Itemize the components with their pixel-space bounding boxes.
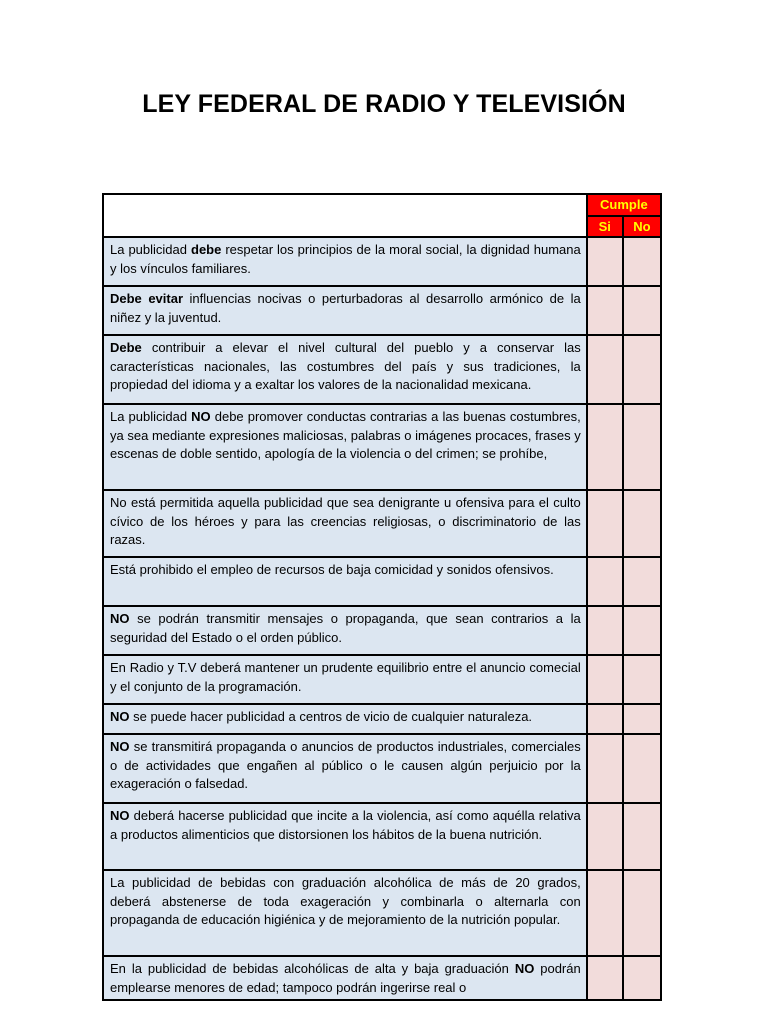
check-cell-no[interactable]	[623, 557, 661, 606]
row-description	[103, 557, 587, 606]
check-cell-no[interactable]	[623, 803, 661, 870]
check-cell-si[interactable]	[587, 803, 623, 870]
check-cell-si[interactable]	[587, 557, 623, 606]
check-cell-no[interactable]	[623, 286, 661, 335]
row-description	[103, 956, 587, 1000]
row-text: influencias nocivas o perturbadoras al desarrollo armónico de la niñez y la juventud.	[110, 291, 581, 325]
table-row	[103, 490, 661, 557]
row-description	[103, 704, 587, 734]
table-row	[103, 286, 661, 335]
row-description	[103, 734, 587, 803]
table-row	[103, 606, 661, 655]
table-row	[103, 404, 661, 490]
row-text: se puede hacer publicidad a centros de vicio de cualquier naturaleza.	[129, 709, 533, 724]
row-text-bold: NO	[110, 709, 130, 724]
row-description	[103, 286, 587, 335]
row-text-lead: No está permitida aquella publicidad que sea denigrante u ofensiva para el culto cívico de los héroes y para las creencias religiosas, o discriminatorio de las razas.	[110, 495, 581, 548]
row-text-lead: La publicidad	[110, 242, 191, 257]
header-si: Si	[587, 216, 623, 237]
check-cell-si[interactable]	[587, 335, 623, 404]
check-cell-si[interactable]	[587, 956, 623, 1000]
row-text: deberá hacerse publicidad que incite a la violencia, así como aquélla relativa a productos alimenticios que distorsionen los hábitos de la buena nutrición.	[110, 808, 581, 842]
table-row	[103, 557, 661, 606]
row-text: debe promover conductas contrarias a las buenas costumbres, ya sea mediante expresiones maliciosas, palabras o imágenes procaces, frases y escenas de doble sentido, apología de la violencia o del crimen; se prohíbe,	[110, 409, 581, 462]
row-text-bold: Debe evitar	[110, 291, 184, 306]
row-text: podrán emplearse menores de edad; tampoco podrán ingerirse real o	[110, 961, 581, 995]
check-cell-no[interactable]	[623, 704, 661, 734]
row-text-bold: NO	[110, 808, 130, 823]
check-cell-no[interactable]	[623, 956, 661, 1000]
check-cell-si[interactable]	[587, 490, 623, 557]
row-text-bold: NO	[191, 409, 211, 424]
row-description	[103, 870, 587, 956]
check-cell-si[interactable]	[587, 704, 623, 734]
table-row	[103, 655, 661, 704]
header-cumple: Cumple	[587, 194, 661, 216]
row-text-lead: La publicidad	[110, 409, 192, 424]
checklist-rows	[103, 237, 661, 1000]
row-text-lead: En la publicidad de bebidas alcohólicas de alta y baja graduación	[110, 961, 515, 976]
check-cell-si[interactable]	[587, 734, 623, 803]
row-text-lead: La publicidad de bebidas con graduación alcohólica de más de 20 grados, deberá abstenerse de toda exageración y combinarla o alternarla con propaganda de educación higiénica y de mejoramiento de la nutrición popular.	[110, 875, 581, 928]
row-description	[103, 237, 587, 286]
header-blank-cell	[103, 194, 587, 237]
row-text-lead: En Radio y T.V deberá mantener un prudente equilibrio entre el anuncio comecial y el conjunto de la programación.	[110, 660, 581, 694]
row-text-bold: debe	[191, 242, 222, 257]
check-cell-no[interactable]	[623, 335, 661, 404]
row-description	[103, 490, 587, 557]
header-no: No	[623, 216, 661, 237]
table-row	[103, 335, 661, 404]
check-cell-no[interactable]	[623, 490, 661, 557]
check-cell-si[interactable]	[587, 404, 623, 490]
row-text: contribuir a elevar el nivel cultural del pueblo y a conservar las características nacionales, las costumbres del país y sus tradiciones, la propiedad del idioma y a exaltar los valores de la nacionalidad mexicana.	[110, 340, 581, 393]
check-cell-no[interactable]	[623, 734, 661, 803]
check-cell-no[interactable]	[623, 606, 661, 655]
table-row	[103, 870, 661, 956]
check-cell-no[interactable]	[623, 870, 661, 956]
check-cell-no[interactable]	[623, 237, 661, 286]
row-description	[103, 606, 587, 655]
checklist-table	[102, 193, 662, 1001]
row-text-bold: NO	[110, 611, 130, 626]
table-row	[103, 704, 661, 734]
check-cell-si[interactable]	[587, 286, 623, 335]
page-title: LEY FEDERAL DE RADIO Y TELEVISIÓN	[142, 90, 626, 118]
row-text-bold: NO	[110, 739, 130, 754]
row-text-lead: Está prohibido el empleo de recursos de baja comicidad y sonidos ofensivos.	[110, 562, 554, 577]
row-text: se podrán transmitir mensajes o propaganda, que sean contrarios a la seguridad del Estado o el orden público.	[110, 611, 581, 645]
row-description	[103, 655, 587, 704]
check-cell-no[interactable]	[623, 655, 661, 704]
header-row-1	[103, 194, 661, 216]
row-description	[103, 404, 587, 490]
table-row	[103, 956, 661, 1000]
row-description	[103, 803, 587, 870]
row-text: se transmitirá propaganda o anuncios de productos industriales, comerciales o de actividades que engañen al público o le causen algún perjuicio por la exageración o falsedad.	[110, 739, 581, 792]
check-cell-no[interactable]	[623, 404, 661, 490]
table-row	[103, 734, 661, 803]
row-text-bold: Debe	[110, 340, 142, 355]
table-row	[103, 803, 661, 870]
check-cell-si[interactable]	[587, 870, 623, 956]
check-cell-si[interactable]	[587, 606, 623, 655]
check-cell-si[interactable]	[587, 237, 623, 286]
row-text-bold: NO	[514, 961, 535, 976]
row-description	[103, 335, 587, 404]
table-row	[103, 237, 661, 286]
check-cell-si[interactable]	[587, 655, 623, 704]
row-text: respetar los principios de la moral social, la dignidad humana y los vínculos familiares.	[110, 242, 581, 276]
